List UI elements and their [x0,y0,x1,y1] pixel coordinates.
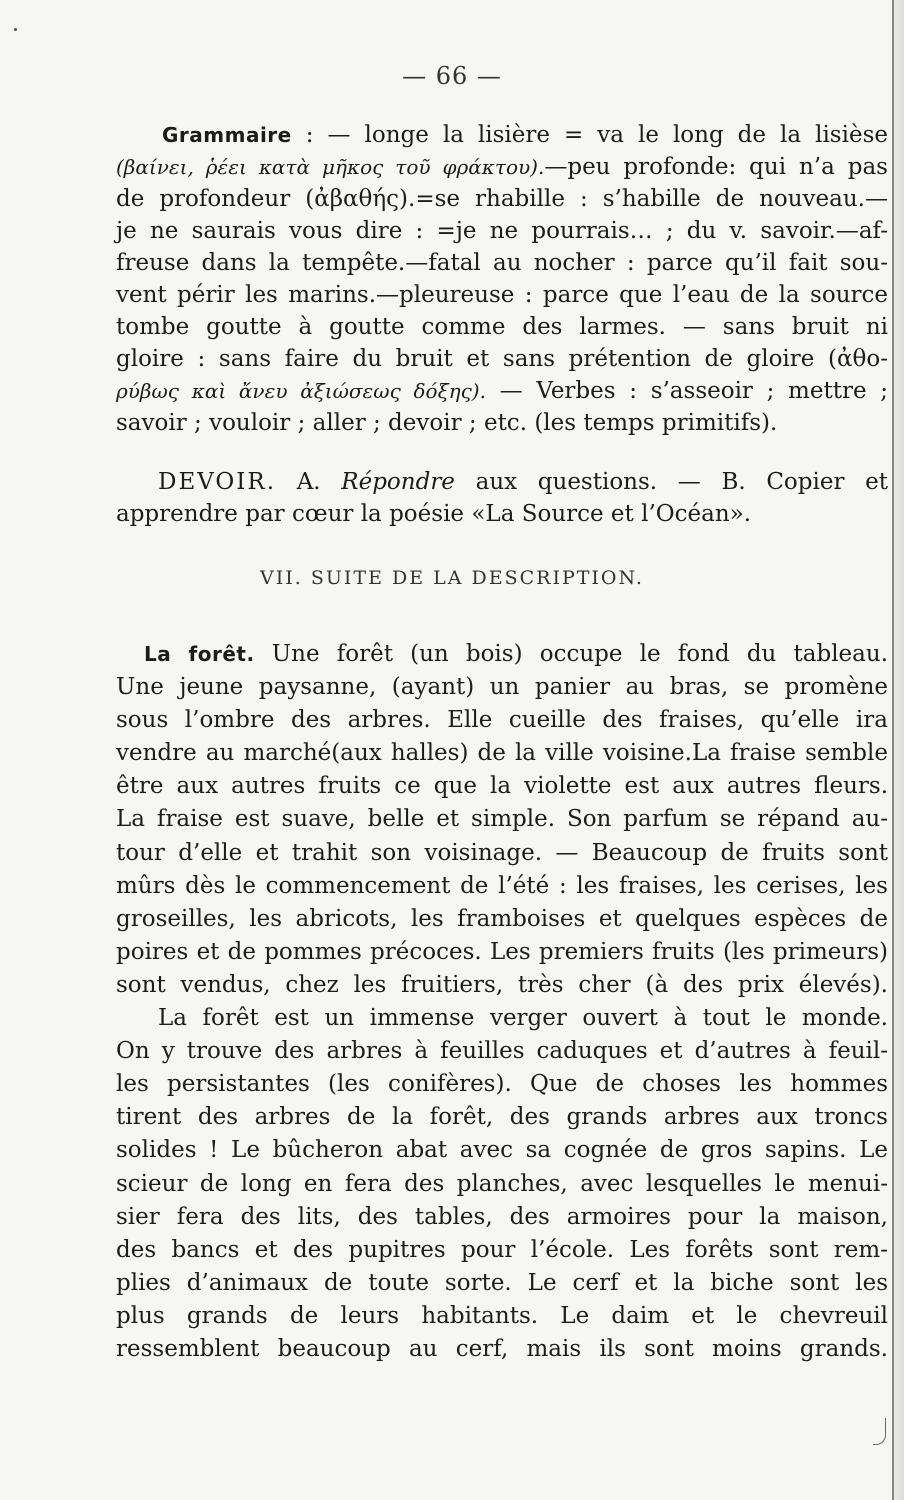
grammaire-line [116,375,888,407]
greek-gloss: (βαίνει, ῥέει κατὰ μῆκος τοῦ φράκτου). [116,155,545,179]
foret-line: Une jeune paysanne, (ayant) un panier au bras, se promène [116,674,888,701]
foret-line: plies d’animaux de toute sorte. Le cerf et la biche sont les [116,1269,888,1296]
section-heading: VII. SUITE DE LA DESCRIPTION. [260,567,644,589]
foret-line: mûrs dès le commencement de l’été : les fraises, les cerises, les [116,872,888,899]
foret-line: solides ! Le bûcheron abat avec sa cognée de gros sapins. Le [116,1137,888,1164]
foret-line: ressemblent beaucoup au cerf, mais ils sont moins grands. [116,1335,888,1362]
foret-line: On y trouve des arbres à feuilles caduques et d’autres à feuil- [116,1038,888,1065]
foret-line: sont vendus, chez les fruitiers, très cher (à des prix élevés). [116,971,888,998]
foret-line: les persistantes (les conifères). Que de choses les hommes [116,1071,888,1098]
grammaire-line: freuse dans la tempête.—fatal au nocher : parce qu’il fait sou- [116,250,888,276]
foret-line: être aux autres fruits ce que la violette est aux autres fleurs. [116,773,888,800]
devoir-paragraph [116,466,888,530]
grammaire-line [116,119,888,151]
foret-line: La forêt est un immense verger ouvert à tout le monde. [158,1005,888,1032]
devoir-line: apprendre par cœur la poésie «La Source et l’Océan». [116,501,752,527]
grammaire-label: Grammaire [162,123,292,147]
page-edge-shadow [894,0,904,1500]
foret-line: tirent des arbres de la forêt, des grands arbres aux troncs [116,1104,888,1131]
foret-line: scieur de long en fera des planches, avec lesquelles le menui- [116,1170,888,1197]
devoir-part-a: A. [276,469,342,495]
page-binding-edge [892,0,894,1500]
devoir-label: DEVOIR. [158,469,277,495]
foret-line: plus grands de leurs habitants. Le daim et le chevreuil [116,1302,888,1329]
foret-label: La forêt. [144,642,255,666]
grammaire-line: je ne saurais vous dire : =je ne pourrais… ; du v. savoir.—af- [116,218,888,244]
grammaire-line [116,151,888,183]
foret-line: groseilles, les abricots, les framboises et quelques espèces de [116,905,888,932]
page-number: — 66 — [402,62,502,90]
grammaire-paragraph [116,119,888,439]
grammaire-line: savoir ; vouloir ; aller ; devoir ; etc. (les temps primitifs). [116,410,778,436]
grammaire-line: tombe goutte à goutte comme des larmes. — sans bruit ni [116,314,888,340]
foret-paragraph [116,638,888,1366]
foret-line: tour d’elle et trahit son voisinage. — Beaucoup de fruits sont [116,839,888,866]
grammaire-line-text: —peu profonde: qui n’a pas [544,154,888,180]
page-curl-mark [873,1418,886,1445]
grammaire-line-text: — Verbes : s’asseoir ; mettre ; [485,378,888,404]
devoir-line-text: aux questions. — B. Copier et [454,469,888,495]
foret-line: sous l’ombre des arbres. Elle cueille des fraises, qu’elle ira [116,707,888,734]
devoir-line [116,466,888,498]
foret-line: La fraise est suave, belle et simple. Son parfum se répand au- [116,806,888,833]
paper-speck [14,28,17,31]
foret-line: vendre au marché(aux halles) de la ville voisine.La fraise semble [116,740,888,767]
grammaire-line: de profondeur (ἀβαθής).=se rhabille : s’habille de nouveau.— [116,186,888,212]
foret-line-text: Une forêt (un bois) occupe le fond du tableau. [254,641,889,667]
foret-line: des bancs et des pupitres pour l’école. Les forêts sont rem- [116,1236,888,1263]
devoir-repondre: Répondre [341,469,455,495]
greek-gloss: ρύβως καὶ ἄνευ ἀξιώσεως δόξης). [116,379,486,403]
foret-line: poires et de pommes précoces. Les premiers fruits (les primeurs) [116,938,888,965]
foret-line: sier fera des lits, des tables, des armoires pour la maison, [116,1203,888,1230]
grammaire-line-text: : — longe la lisière = va le long de la lisièse [291,122,888,148]
grammaire-line: gloire : sans faire du bruit et sans prétention de gloire (ἀθο- [116,346,888,372]
grammaire-line: vent périr les marins.—pleureuse : parce que l’eau de la source [116,282,888,308]
foret-line [116,638,888,671]
